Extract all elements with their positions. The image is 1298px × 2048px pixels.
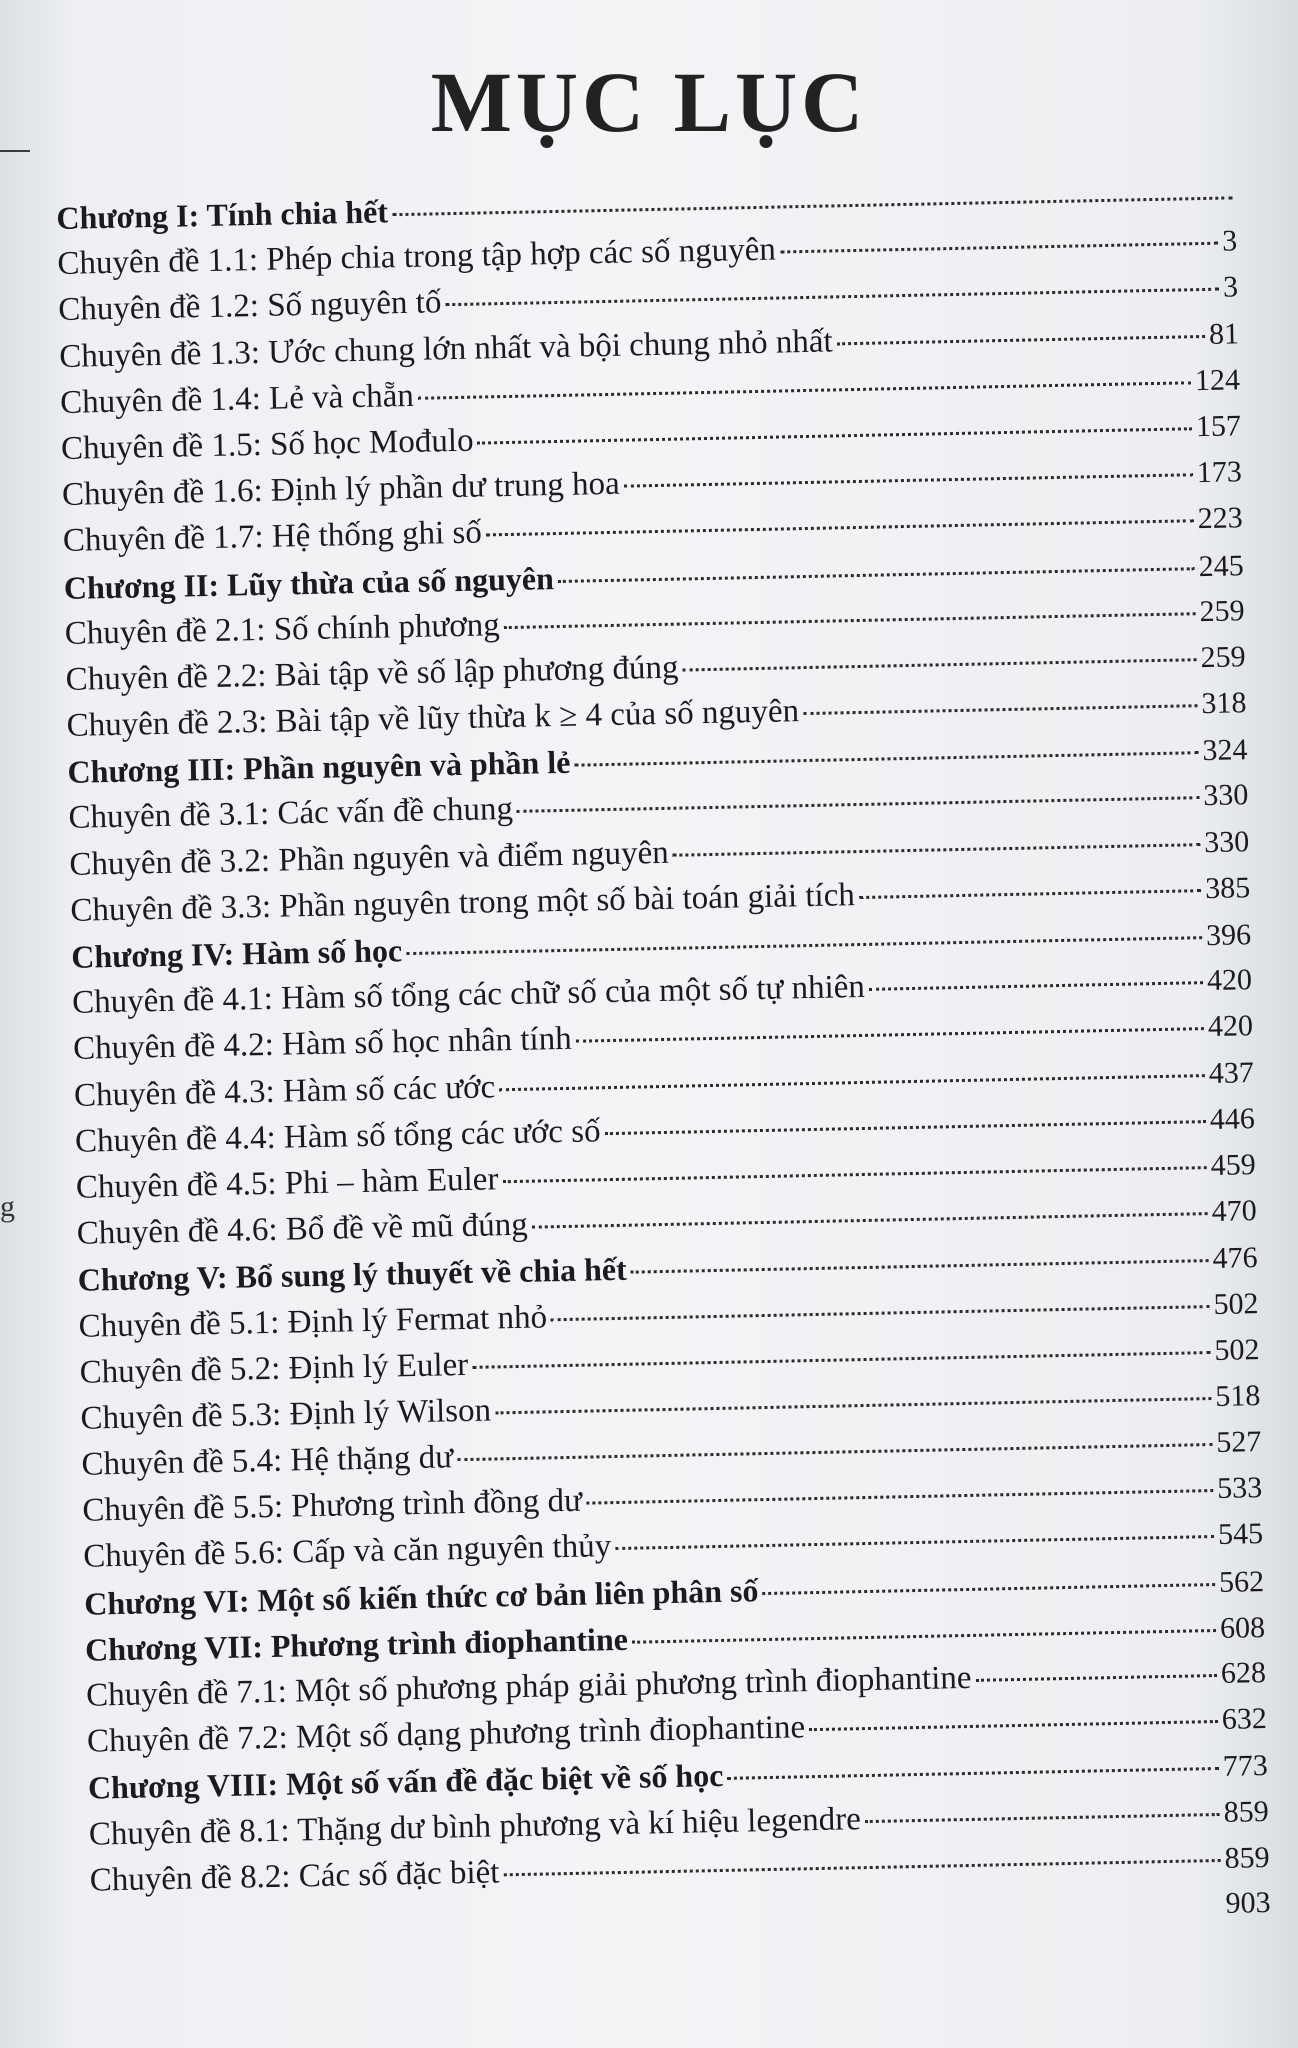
dot-leader	[517, 797, 1199, 814]
toc-page-number: 903	[1225, 1885, 1271, 1920]
dot-leader	[576, 1028, 1204, 1044]
dot-leader	[495, 1397, 1211, 1414]
toc-entry-label: Chương II: Lũy thừa của số nguyên	[63, 559, 555, 606]
dot-leader	[780, 242, 1218, 254]
toc-page-number: 545	[1217, 1517, 1264, 1552]
toc-page-number: 157	[1195, 409, 1242, 444]
toc-page-number: 81	[1208, 316, 1240, 351]
dot-leader	[837, 335, 1205, 345]
toc-entry-label: Chương IV: Hàm số học	[70, 932, 403, 975]
toc-page-number: 446	[1209, 1101, 1256, 1136]
toc-page-number: 223	[1197, 501, 1244, 536]
toc-entry-label: Chuyên đề 2.3: Bài tập về lũy thừa k ≥ 4 của số nguyên	[66, 693, 800, 744]
table-of-contents	[56, 171, 1271, 1949]
dot-leader	[803, 704, 1197, 715]
toc-page-number: 318	[1201, 686, 1247, 721]
toc-page-number: 502	[1213, 1286, 1259, 1321]
dot-leader	[869, 981, 1203, 991]
dot-leader	[532, 1212, 1208, 1229]
toc-page-number: 773	[1222, 1749, 1269, 1784]
toc-entry-label: Chuyên đề 3.1: Các vấn đề chung	[68, 791, 514, 837]
dot-leader	[615, 1535, 1214, 1550]
toc-entry-label: Chuyên đề 7.2: Một số dạng phương trình điophantine	[86, 1709, 806, 1760]
toc-page-number: 330	[1202, 778, 1249, 813]
toc-page-number: 562	[1218, 1564, 1265, 1599]
dot-leader	[632, 1629, 1216, 1644]
toc-entry-label: Chuyên đề 1.5: Số học Mođulo	[60, 422, 474, 467]
dot-leader	[406, 936, 1202, 955]
dot-leader	[975, 1674, 1216, 1682]
toc-page-number: 259	[1200, 640, 1246, 674]
dot-leader	[486, 520, 1194, 537]
toc-page-number: 245	[1198, 548, 1245, 583]
toc-entry-label: Chuyên đề 1.2: Số nguyên tố	[57, 284, 442, 329]
dot-leader	[418, 381, 1191, 400]
toc-entry-label: Chuyên đề 4.3: Hàm số các ước	[73, 1068, 496, 1114]
toc-page-number: 396	[1205, 918, 1252, 953]
dot-leader	[624, 473, 1193, 487]
toc-page-number: 437	[1208, 1055, 1255, 1090]
toc-entry-label: Chuyên đề 5.3: Định lý Wilson	[80, 1392, 492, 1437]
toc-page-number: 259	[1199, 593, 1245, 628]
left-edge-fragment: g	[0, 1190, 15, 1223]
dot-leader	[502, 1166, 1206, 1183]
toc-page-number: 476	[1212, 1241, 1258, 1276]
toc-page-number: 632	[1221, 1702, 1268, 1737]
toc-page-number: 859	[1224, 1840, 1270, 1875]
dot-leader	[865, 1813, 1220, 1823]
dot-leader	[558, 567, 1195, 583]
toc-page-number: 859	[1223, 1794, 1270, 1829]
toc-entry-label: Chương VIII: Một số vấn đề đặc biệt về số học	[87, 1757, 724, 1807]
toc-entry-label: Chuyên đề 1.4: Lẻ và chẵn	[59, 377, 415, 421]
toc-entry-label: Chuyên đề 2.1: Số chính phương	[64, 606, 501, 652]
dot-leader	[673, 843, 1201, 857]
toc-page-number: 324	[1202, 733, 1248, 768]
toc-page-number: 533	[1216, 1471, 1263, 1506]
dot-leader	[574, 751, 1198, 767]
toc-entry-label: Chuyên đề 4.6: Bổ đề về mũ đúng	[76, 1206, 529, 1252]
toc-entry-label: Chuyên đề 5.5: Phương trình đồng dư	[82, 1482, 583, 1529]
dot-leader	[586, 1489, 1213, 1505]
dot-leader	[809, 1720, 1218, 1731]
dot-leader	[472, 1351, 1210, 1369]
toc-entry-label: Chương V: Bổ sung lý thuyết về chia hết	[77, 1251, 628, 1299]
toc-entry-label: Chương III: Phần nguyên và phần lẻ	[67, 744, 571, 791]
toc-entry-label: Chuyên đề 8.2: Các số đặc biệt	[89, 1854, 500, 1899]
dot-leader	[631, 1259, 1209, 1274]
toc-entry-label: Chuyên đề 5.1: Định lý Fermat nhỏ	[78, 1298, 548, 1345]
dot-leader	[504, 612, 1196, 629]
toc-entry-label: Chuyên đề 1.7: Hệ thống ghi số	[62, 514, 483, 560]
toc-page-number: 459	[1210, 1148, 1257, 1182]
toc-page-number: 3	[1221, 224, 1238, 258]
dot-leader	[605, 1120, 1206, 1135]
dot-leader	[478, 427, 1192, 444]
toc-entry-label: Chuyên đề 1.1: Phép chia trong tập hợp các số nguyên	[57, 231, 777, 283]
dot-leader	[859, 889, 1201, 899]
dot-leader	[95, 1907, 1222, 1930]
toc-page-number: 608	[1219, 1610, 1266, 1645]
toc-entry-label: Chuyên đề 3.3: Phần nguyên trong một số bài toán giải tích	[70, 876, 856, 929]
toc-page-number: 420	[1206, 963, 1253, 998]
toc-entry-label: Chương I: Tính chia hết	[56, 193, 389, 236]
toc-page-number: 518	[1215, 1378, 1261, 1413]
dot-leader	[392, 196, 1232, 216]
toc-entry-label: Chương VII: Phương trình điophantine	[84, 1620, 629, 1668]
toc-entry-label: Chuyên đề 3.2: Phần nguyên và điểm nguyên	[69, 834, 670, 883]
toc-entry-label: Chuyên đề 4.4: Hàm số tổng các ước số	[74, 1113, 601, 1160]
dot-leader	[457, 1443, 1212, 1461]
dot-leader	[682, 658, 1196, 671]
dot-leader	[445, 288, 1219, 307]
toc-entry-label: Chương VI: Một số kiến thức cơ bản liên phân số	[83, 1571, 759, 1622]
toc-entry-label: Chuyên đề 7.1: Một số phương pháp giải phương trình điophantine	[85, 1659, 972, 1714]
dot-leader	[762, 1583, 1215, 1595]
toc-page-number: 502	[1214, 1332, 1260, 1367]
toc-entry-label: Chuyên đề 1.6: Định lý phần dư trung hoa	[61, 465, 621, 514]
toc-page-number: 124	[1194, 363, 1241, 397]
toc-entry-label: Chuyên đề 4.5: Phi – hàm Euler	[75, 1161, 499, 1206]
toc-entry-label: Chuyên đề 5.4: Hệ thặng dư	[81, 1439, 454, 1483]
toc-entry-label: Chuyên đề 4.2: Hàm số học nhân tính	[72, 1021, 573, 1068]
dot-leader	[503, 1859, 1220, 1876]
toc-entry-label: Chuyên đề 1.3: Ước chung lớn nhất và bội chung nhỏ nhất	[58, 323, 833, 375]
dot-leader	[499, 1074, 1205, 1091]
toc-page-number: 527	[1215, 1425, 1262, 1460]
toc-page-number: 173	[1196, 455, 1243, 490]
toc-page-number: 3	[1222, 270, 1239, 304]
dot-leader	[551, 1305, 1210, 1321]
dot-leader	[727, 1767, 1218, 1780]
toc-entry-label: Chuyên đề 8.1: Thặng dư bình phương và kí hiệu legendre	[88, 1800, 862, 1853]
toc-page-number: 385	[1204, 870, 1251, 905]
toc-entry-label: Chuyên đề 5.2: Định lý Euler	[79, 1346, 469, 1391]
toc-page-number: 470	[1211, 1194, 1257, 1229]
toc-page-number: 628	[1220, 1656, 1267, 1690]
page-title: MỤC LỤC	[430, 54, 868, 150]
toc-entry-label: Chuyên đề 5.6: Cấp và căn nguyên thủy	[82, 1528, 612, 1576]
toc-entry-label: Chuyên đề 4.1: Hàm số tổng các chữ số của một số tự nhiên	[71, 969, 866, 1022]
toc-entry-label: Chuyên đề 2.2: Bài tập về số lập phương đúng	[65, 649, 679, 698]
toc-page-number: 330	[1203, 824, 1250, 859]
toc-page-number: 420	[1207, 1009, 1254, 1044]
